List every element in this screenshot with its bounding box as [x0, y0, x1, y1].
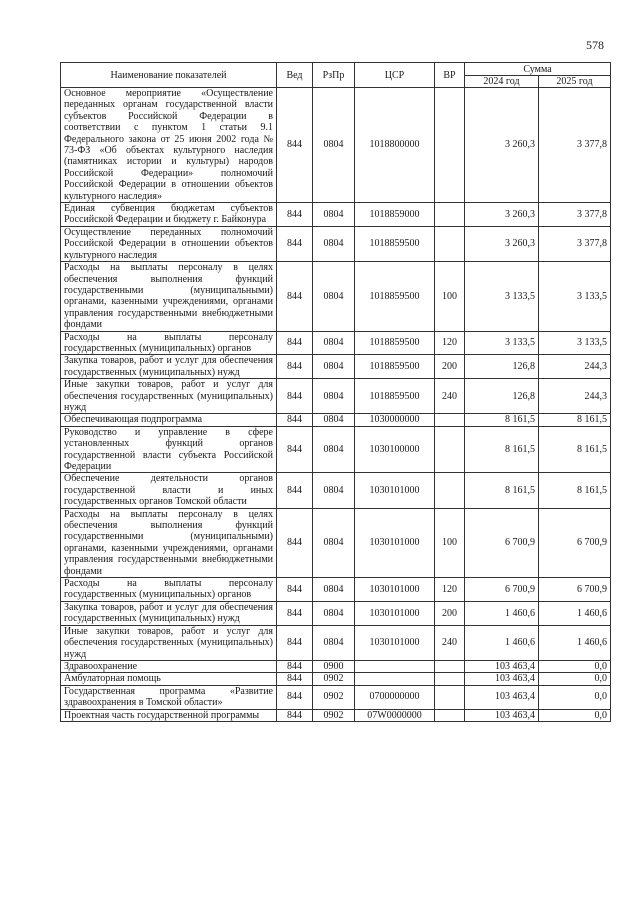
table-row [61, 331, 611, 355]
cell-2025: 0,0 [539, 685, 611, 709]
cell-vr: 100 [435, 508, 465, 577]
cell-vr [435, 88, 465, 203]
cell-csr: 1018859500 [355, 226, 435, 261]
cell-rzpr: 0804 [313, 578, 355, 602]
cell-ved: 844 [277, 226, 313, 261]
cell-rzpr: 0804 [313, 508, 355, 577]
cell-vr [435, 414, 465, 426]
header-year-2025: 2025 год [539, 76, 611, 88]
cell-2024: 3 260,3 [465, 88, 539, 203]
cell-2024: 1 460,6 [465, 601, 539, 625]
cell-csr: 1030101000 [355, 601, 435, 625]
cell-2024: 8 161,5 [465, 414, 539, 426]
cell-csr: 07W0000000 [355, 709, 435, 721]
cell-csr [355, 673, 435, 685]
table-row [61, 673, 611, 685]
cell-name: Расходы на выплаты персоналу государственных (муниципальных) органов [61, 578, 277, 602]
cell-csr: 1018859500 [355, 379, 435, 414]
cell-csr: 1030101000 [355, 473, 435, 508]
table-row [61, 226, 611, 261]
cell-2024: 3 260,3 [465, 203, 539, 227]
cell-name: Обеспечивающая подпрограмма [61, 414, 277, 426]
cell-vr [435, 660, 465, 672]
cell-2025: 6 700,9 [539, 508, 611, 577]
cell-vr [435, 473, 465, 508]
cell-2025: 244,3 [539, 355, 611, 379]
cell-csr: 1018859500 [355, 355, 435, 379]
cell-rzpr: 0804 [313, 625, 355, 660]
cell-2024: 126,8 [465, 355, 539, 379]
cell-vr: 100 [435, 262, 465, 331]
cell-ved: 844 [277, 473, 313, 508]
cell-2024: 3 260,3 [465, 226, 539, 261]
table-row [61, 414, 611, 426]
cell-csr: 1030101000 [355, 508, 435, 577]
cell-ved: 844 [277, 578, 313, 602]
cell-vr [435, 426, 465, 473]
cell-rzpr: 0804 [313, 379, 355, 414]
cell-csr: 1018800000 [355, 88, 435, 203]
cell-ved: 844 [277, 203, 313, 227]
cell-2024: 8 161,5 [465, 473, 539, 508]
table-row [61, 203, 611, 227]
cell-csr: 1018859500 [355, 262, 435, 331]
cell-ved: 844 [277, 508, 313, 577]
cell-vr: 240 [435, 625, 465, 660]
cell-vr [435, 673, 465, 685]
cell-rzpr: 0902 [313, 673, 355, 685]
cell-2024: 3 133,5 [465, 331, 539, 355]
cell-2025: 0,0 [539, 660, 611, 672]
table-header [61, 63, 611, 88]
table-row [61, 508, 611, 577]
cell-2025: 3 377,8 [539, 203, 611, 227]
cell-2025: 1 460,6 [539, 625, 611, 660]
cell-2025: 3 377,8 [539, 88, 611, 203]
cell-ved: 844 [277, 414, 313, 426]
cell-name: Закупка товаров, работ и услуг для обеспечения государственных (муниципальных) нужд [61, 355, 277, 379]
table-row [61, 88, 611, 203]
cell-ved: 844 [277, 355, 313, 379]
cell-vr: 200 [435, 355, 465, 379]
header-csr: ЦСР [355, 63, 435, 88]
cell-ved: 844 [277, 331, 313, 355]
table-row [61, 601, 611, 625]
cell-2024: 103 463,4 [465, 673, 539, 685]
table-row [61, 685, 611, 709]
cell-name: Государственная программа «Развитие здравоохранения в Томской области» [61, 685, 277, 709]
budget-table [60, 62, 611, 722]
cell-ved: 844 [277, 625, 313, 660]
cell-2025: 6 700,9 [539, 578, 611, 602]
cell-2025: 1 460,6 [539, 601, 611, 625]
table-row [61, 709, 611, 721]
cell-vr [435, 203, 465, 227]
header-year-2024: 2024 год [465, 76, 539, 88]
table-row [61, 473, 611, 508]
cell-name: Осуществление переданных полномочий Российской Федерации в отношении объектов культурного наследия [61, 226, 277, 261]
cell-2025: 8 161,5 [539, 473, 611, 508]
cell-csr: 1030100000 [355, 426, 435, 473]
cell-ved: 844 [277, 601, 313, 625]
header-vr: ВР [435, 63, 465, 88]
cell-2024: 6 700,9 [465, 508, 539, 577]
cell-name: Обеспечение деятельности органов государственной власти и иных государственных органов Томской области [61, 473, 277, 508]
cell-ved: 844 [277, 660, 313, 672]
cell-2025: 8 161,5 [539, 426, 611, 473]
cell-name: Расходы на выплаты персоналу государственных (муниципальных) органов [61, 331, 277, 355]
table-row [61, 660, 611, 672]
table-row [61, 426, 611, 473]
cell-rzpr: 0804 [313, 88, 355, 203]
cell-2024: 103 463,4 [465, 685, 539, 709]
cell-name: Расходы на выплаты персоналу в целях обеспечения выполнения функций государственными (муниципальными) органами, казенными учреждениями, органами управления государственными внебюджетными фондами [61, 508, 277, 577]
cell-rzpr: 0804 [313, 262, 355, 331]
cell-vr [435, 226, 465, 261]
table-row [61, 625, 611, 660]
cell-2025: 3 133,5 [539, 331, 611, 355]
cell-2024: 1 460,6 [465, 625, 539, 660]
table-row [61, 578, 611, 602]
cell-rzpr: 0902 [313, 685, 355, 709]
cell-name: Иные закупки товаров, работ и услуг для обеспечения государственных (муниципальных) нужд [61, 379, 277, 414]
cell-csr: 1018859000 [355, 203, 435, 227]
cell-rzpr: 0804 [313, 473, 355, 508]
cell-2024: 126,8 [465, 379, 539, 414]
cell-csr: 0700000000 [355, 685, 435, 709]
cell-vr: 200 [435, 601, 465, 625]
cell-rzpr: 0804 [313, 426, 355, 473]
cell-csr [355, 660, 435, 672]
cell-ved: 844 [277, 379, 313, 414]
header-ved: Вед [277, 63, 313, 88]
cell-name: Расходы на выплаты персоналу в целях обеспечения выполнения функций государственными (муниципальными) органами, казенными учреждениями, органами управления государственными внебюджетными фондами [61, 262, 277, 331]
cell-2024: 3 133,5 [465, 262, 539, 331]
header-rzpr: РзПр [313, 63, 355, 88]
cell-rzpr: 0804 [313, 331, 355, 355]
header-sum: Сумма [465, 63, 611, 76]
cell-2025: 0,0 [539, 673, 611, 685]
cell-name: Иные закупки товаров, работ и услуг для обеспечения государственных (муниципальных) нужд [61, 625, 277, 660]
cell-vr [435, 709, 465, 721]
table-body [61, 88, 611, 722]
cell-csr: 1018859500 [355, 331, 435, 355]
cell-name: Проектная часть государственной программы [61, 709, 277, 721]
cell-ved: 844 [277, 262, 313, 331]
cell-2025: 3 377,8 [539, 226, 611, 261]
cell-name: Единая субвенция бюджетам субъектов Российской Федерации и бюджету г. Байконура [61, 203, 277, 227]
table-row [61, 262, 611, 331]
cell-ved: 844 [277, 88, 313, 203]
cell-2024: 103 463,4 [465, 660, 539, 672]
cell-2025: 244,3 [539, 379, 611, 414]
cell-ved: 844 [277, 426, 313, 473]
cell-name: Основное мероприятие «Осуществление переданных органам государственной власти субъектов Российской Федерации в соответствии с пунктом 1 статьи 9.1 Федерального закона от 25 июня 2002 года № 73-ФЗ «Об объектах культурного наследия (памятниках истории и культуры) народов Российской Федерации» полномочий Российской Федерации в отношении объектов культурного наследия» [61, 88, 277, 203]
cell-ved: 844 [277, 685, 313, 709]
cell-name: Здравоохранение [61, 660, 277, 672]
cell-csr: 1030101000 [355, 625, 435, 660]
cell-rzpr: 0804 [313, 414, 355, 426]
cell-vr: 240 [435, 379, 465, 414]
header-name: Наименование показателей [61, 63, 277, 88]
cell-rzpr: 0902 [313, 709, 355, 721]
cell-2024: 8 161,5 [465, 426, 539, 473]
cell-vr [435, 685, 465, 709]
cell-rzpr: 0804 [313, 601, 355, 625]
cell-ved: 844 [277, 673, 313, 685]
cell-2025: 0,0 [539, 709, 611, 721]
cell-2025: 8 161,5 [539, 414, 611, 426]
cell-2024: 103 463,4 [465, 709, 539, 721]
cell-name: Закупка товаров, работ и услуг для обеспечения государственных (муниципальных) нужд [61, 601, 277, 625]
cell-rzpr: 0900 [313, 660, 355, 672]
cell-2024: 6 700,9 [465, 578, 539, 602]
cell-vr: 120 [435, 578, 465, 602]
cell-vr: 120 [435, 331, 465, 355]
table-row [61, 379, 611, 414]
cell-ved: 844 [277, 709, 313, 721]
cell-name: Руководство и управление в сфере установленных функций органов государственной власти субъекта Российской Федерации [61, 426, 277, 473]
table-row [61, 355, 611, 379]
cell-csr: 1030000000 [355, 414, 435, 426]
cell-2025: 3 133,5 [539, 262, 611, 331]
cell-rzpr: 0804 [313, 355, 355, 379]
cell-rzpr: 0804 [313, 226, 355, 261]
cell-csr: 1030101000 [355, 578, 435, 602]
page-number: 578 [586, 38, 604, 52]
cell-rzpr: 0804 [313, 203, 355, 227]
cell-name: Амбулаторная помощь [61, 673, 277, 685]
